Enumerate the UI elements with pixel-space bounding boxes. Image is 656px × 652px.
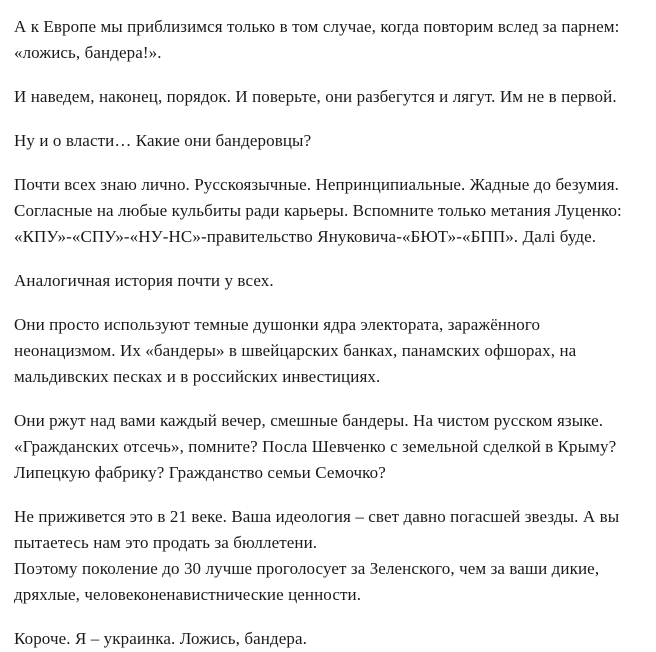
paragraph-4: Почти всех знаю лично. Русскоязычные. Непринципиальные. Жадные до безумия. Согласные на любые кульбиты ради карьеры. Вспомните только метания Луценко: «КПУ»-«СПУ»-«НУ-НС»-правительство Януковича-«БЮТ»-«БПП». Далі буде. — [14, 175, 622, 246]
paragraph-6: Они просто используют темные душонки ядра электората, заражённого неонацизмом. Их «бандеры» в швейцарских банках, панамских офшорах, на мальдивских песках и в российских инвестициях. — [14, 315, 577, 386]
paragraph-8: Не приживется это в 21 веке. Ваша идеология – свет давно погасшей звезды. А вы пытаетесь нам это продать за бюллетени. — [14, 507, 620, 552]
paragraph-1: А к Европе мы приблизимся только в том случае, когда повторим вслед за парнем: «ложись, бандера!». — [14, 17, 620, 62]
paragraph-7: Они ржут над вами каждый вечер, смешные бандеры. На чистом русском языке. «Гражданских отсечь», помните? Посла Шевченко с земельной сделкой в Крыму? Липецкую фабрику? Гражданство семьи Семочко? — [14, 411, 617, 482]
paragraph-3: Ну и о власти… Какие они бандеровцы? — [14, 131, 312, 150]
paragraph-2: И наведем, наконец, порядок. И поверьте, они разбегутся и лягут. Им не в первой. — [14, 87, 617, 106]
paragraph-9: Поэтому поколение до 30 лучше проголосует за Зеленского, чем за ваши дикие, дряхлые, человеконенавистнические ценности. — [14, 559, 600, 604]
paragraph-10: Короче. Я – украинка. Ложись, бандера. — [14, 629, 307, 648]
paragraph-5: Аналогичная история почти у всех. — [14, 271, 274, 290]
